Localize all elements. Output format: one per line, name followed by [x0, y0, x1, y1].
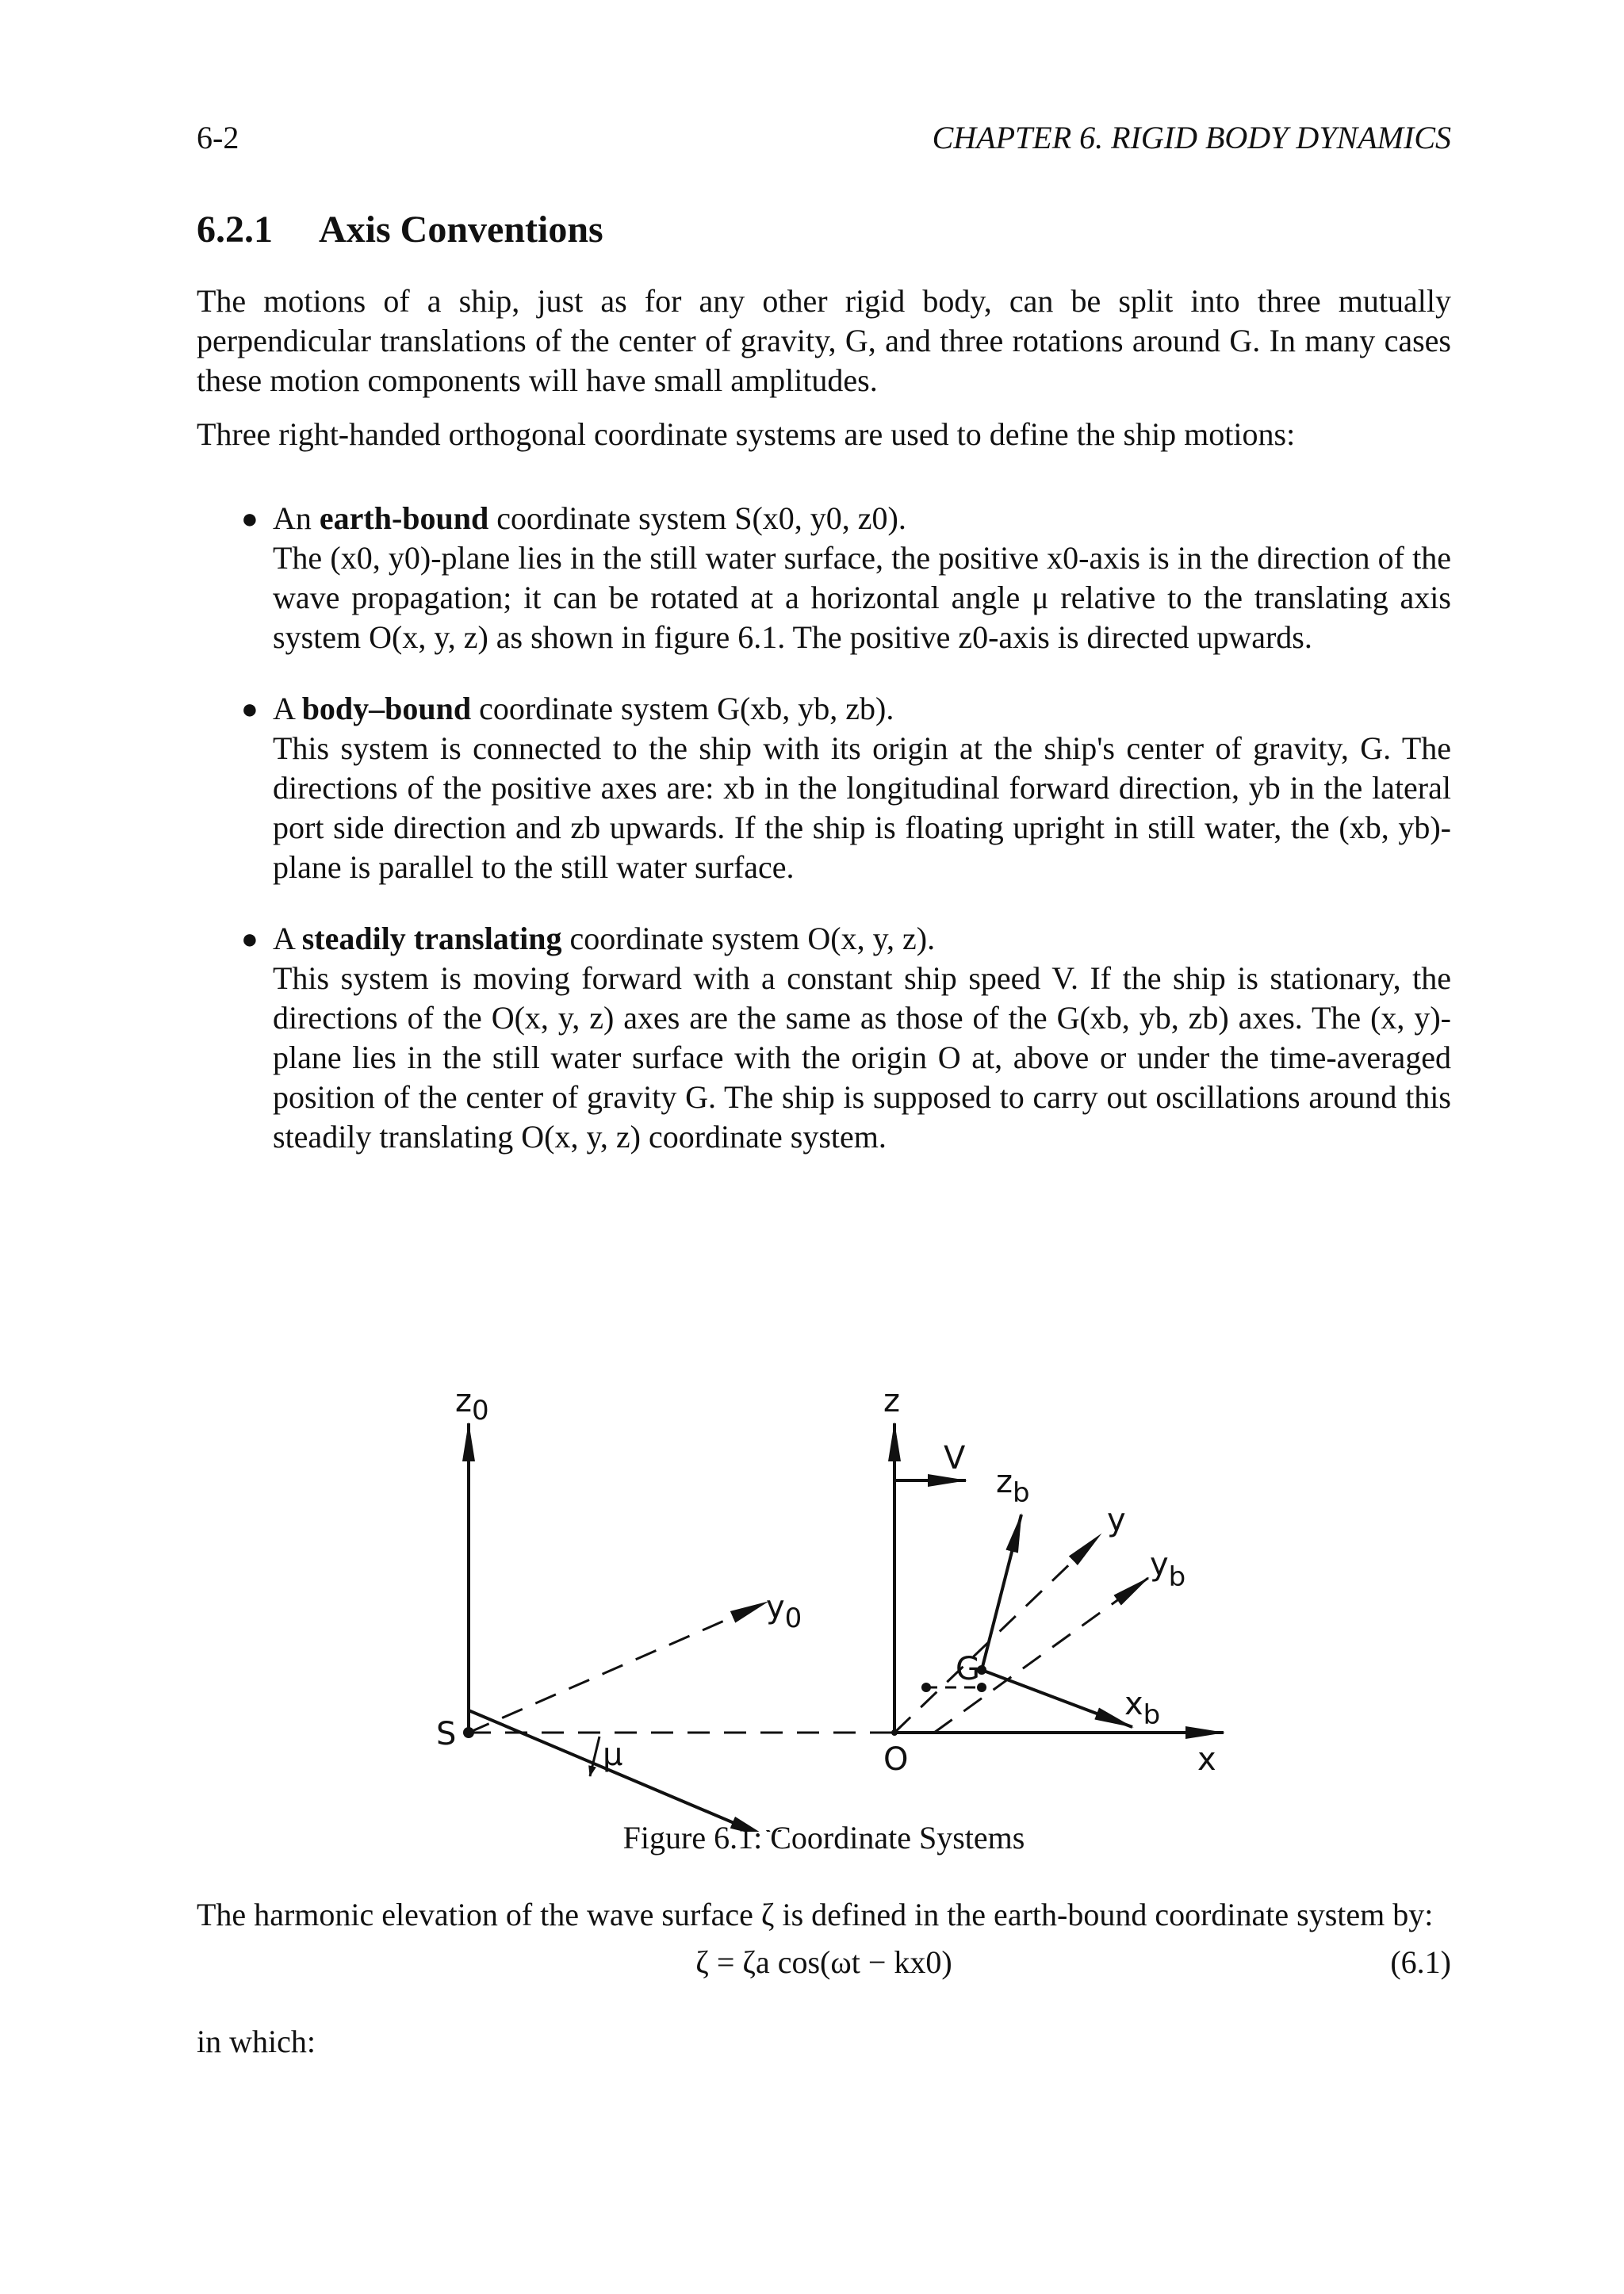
list-item-steadily-translating: [197, 919, 1451, 1157]
figure-caption: Figure 6.1: Coordinate Systems: [622, 1820, 1025, 1855]
label-g: G: [956, 1651, 980, 1687]
bullet-term: body–bound: [301, 691, 472, 726]
wave-elevation-section: [197, 1895, 1451, 2062]
bullet-lead: A: [273, 691, 294, 726]
bullet-rest: coordinate system G(xb, yb, zb).: [479, 691, 894, 726]
label-z: z: [883, 1383, 900, 1419]
label-zb: $z_b$: [996, 1464, 1030, 1509]
y0-axis: [469, 1602, 768, 1733]
equation: ζ = ζa cos(ωt − kx0): [695, 1944, 952, 1980]
intro-paragraph-2: Three right-handed orthogonal coordinate systems are used to define the ship motions:: [197, 416, 1296, 452]
section-heading: [197, 208, 1451, 251]
label-y: y: [1107, 1502, 1126, 1538]
mu-angle-arrow: [590, 1737, 599, 1776]
bullet-icon: ●: [241, 923, 259, 955]
label-z0: $z_0$: [455, 1383, 489, 1427]
chapter-heading: CHAPTER 6. RIGID BODY DYNAMICS: [932, 120, 1451, 155]
figure-coordinate-systems: [197, 1261, 1451, 1832]
label-yb: $y_b$: [1150, 1546, 1186, 1593]
bullet-body: The (x0, y0)-plane lies in the still water surface, the positive x0-axis is in the direction of the wave propagation; it can be rotated at a horizontal angle μ relative to the translating axis system O(x, y, z) as shown in figure 6.1. The positive z0-axis is directed upwards.: [273, 540, 1451, 655]
coordinate-system-list: [197, 499, 1451, 1157]
label-v: V: [944, 1440, 966, 1476]
wave-paragraph: The harmonic elevation of the wave surface ζ is defined in the earth-bound coordinate system by:: [197, 1897, 1434, 1932]
bullet-term: steadily translating: [301, 921, 562, 956]
bullet-rest: coordinate system S(x0, y0, z0).: [496, 500, 906, 536]
xb-axis: [982, 1670, 1132, 1727]
equation-row: [197, 1943, 1451, 1990]
label-xb: $x_b$: [1124, 1686, 1161, 1731]
label-x: x: [1197, 1741, 1216, 1778]
intro-paragraph: The motions of a ship, just as for any other rigid body, can be split into three mutually perpendicular translations of the center of gravity, G, and three rotations around G. In many cases these motion components will have small amplitudes.: [197, 283, 1451, 398]
section-title: Axis Conventions: [319, 209, 603, 251]
in-which-text: in which:: [197, 2024, 316, 2059]
coordinate-diagram: [197, 1261, 1451, 1832]
equation-number: (6.1): [1390, 1944, 1451, 1980]
label-y0: $y_0$: [766, 1589, 802, 1634]
label-o: O: [883, 1741, 909, 1778]
section-number: 6.2.1: [197, 209, 273, 251]
label-s: S: [436, 1716, 457, 1752]
list-item-body-bound: [197, 689, 1451, 887]
label-mu: μ: [603, 1737, 623, 1773]
bullet-body: This system is connected to the ship with its origin at the ship's center of gravity, G. The directions of the positive axes are: xb in the longitudinal forward direction, yb in the lateral port side direction and zb upwards. If the ship is floating upright in still water, the (xb, yb)-plane is parallel to the still water surface.: [273, 730, 1451, 885]
page-number: 6-2: [197, 120, 239, 155]
running-head: [197, 119, 1451, 167]
bullet-body: This system is moving forward with a constant ship speed V. If the ship is stationary, the directions of the O(x, y, z) axes are the same as those of the G(xb, yb, zb) axes. The (x, y)-plane lies in the still water surface with the origin O at, above or under the time-averaged position of the center of gravity G. The ship is supposed to carry out oscillations around this steadily translating O(x, y, z) coordinate system.: [273, 960, 1451, 1155]
zb-axis: [982, 1515, 1021, 1670]
bullet-rest: coordinate system O(x, y, z).: [569, 921, 936, 956]
bullet-term: earth-bound: [319, 500, 489, 536]
bullet-icon: ●: [241, 503, 259, 534]
origin-s-point: [463, 1727, 474, 1738]
origin-o-point: [891, 1729, 898, 1736]
projection-point: [921, 1683, 931, 1692]
page: [197, 119, 1451, 2059]
bullet-icon: ●: [241, 693, 259, 725]
bullet-lead: An: [273, 500, 312, 536]
list-item-earth-bound: [197, 499, 1451, 657]
bullet-lead: A: [273, 921, 294, 956]
